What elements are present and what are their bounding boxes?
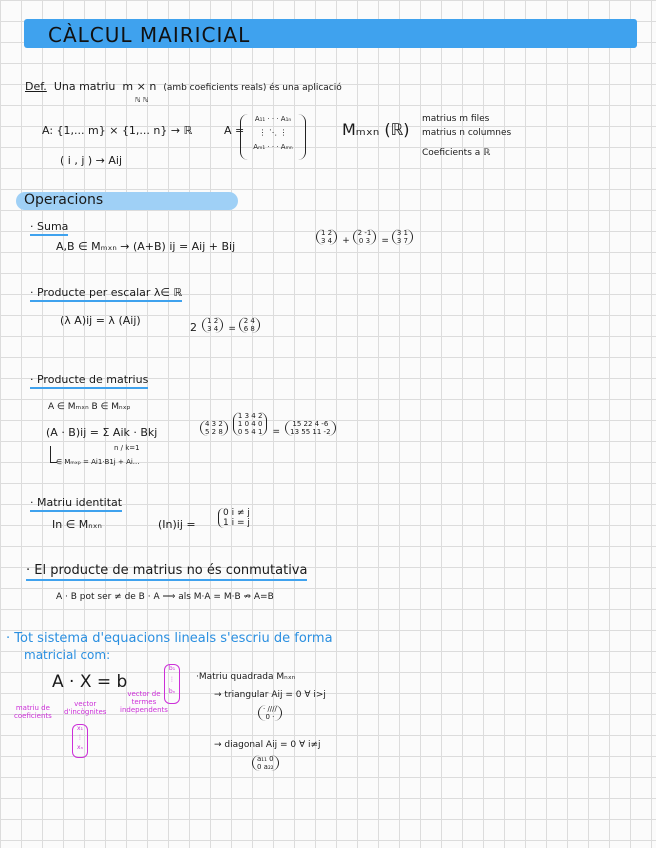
space-desc-3: Coeficients a ℝ bbox=[422, 148, 491, 158]
matrix-top-row: A₁₁ · · · A₁ₙ bbox=[254, 115, 292, 123]
triangular-matrix: · //// 0 · bbox=[258, 704, 282, 723]
matrius-arrow bbox=[50, 446, 57, 463]
definition-mxn: m × n bbox=[122, 80, 157, 93]
identitat-heading: · Matriu identitat bbox=[30, 496, 122, 509]
map-line-2: ( i , j ) → Aij bbox=[60, 154, 123, 167]
matrius-sum-limits: n / k=1 bbox=[114, 444, 140, 452]
matrius-example: 4 3 2 5 2 8 1 3 4 2 1 0 4 0 0 5 4 1 = 15 22 4 -6 13 55 11 -2 bbox=[200, 412, 336, 438]
sistema-equation: A · X = b bbox=[52, 672, 128, 692]
page-title: CÀLCUL MAIRICIAL bbox=[48, 23, 251, 47]
definition-n-symbols: ℕ ℕ bbox=[135, 96, 149, 104]
escalar-heading: · Producte per escalar λ∈ ℝ bbox=[30, 286, 182, 299]
definition-rest: (amb coeficients reals) és una aplicació bbox=[163, 83, 342, 93]
matrius-line-3: ∈ Mₘₓₚ = Ai1·B1j + Ai... bbox=[56, 458, 140, 466]
sistema-heading-2: matricial com: bbox=[24, 648, 111, 662]
conmutativa-line: A · B pot ser ≠ de B · A ⟹ als M·A = M·B ⇏ A=B bbox=[56, 592, 274, 602]
conmutativa-heading: · El producte de matrius no és conmutativa bbox=[26, 563, 307, 578]
suma-formula: A,B ∈ Mₘₓₙ → (A+B) ij = Aij + Bij bbox=[56, 240, 236, 253]
diagonal-line: → diagonal Aij = 0 ∀ i≠j bbox=[214, 740, 321, 750]
escalar-formula: (λ A)ij = λ (Aij) bbox=[60, 314, 141, 327]
escalar-example: 2 1 2 3 4 = 2 4 6 8 bbox=[190, 316, 260, 335]
matrix-general: A₁₁ · · · A₁ₙ ⋮ ⋱ ⋮ Aₘ₁ · · · Aₘₙ bbox=[240, 114, 306, 160]
title-bar bbox=[24, 19, 637, 48]
space-symbol: Mₘₓₙ (ℝ) bbox=[342, 120, 410, 139]
definition-line bbox=[25, 80, 342, 93]
triangular-line: → triangular Aij = 0 ∀ i>j bbox=[214, 690, 326, 700]
suma-example: 1 2 3 4 + 2 -1 0 3 = 3 1 3 7 bbox=[316, 228, 413, 247]
label-coeficients: matriu de coeficients bbox=[14, 704, 52, 720]
matrix-bottom-row: Aₘ₁ · · · Aₘₙ bbox=[253, 143, 293, 151]
matrius-heading: · Producte de matrius bbox=[30, 373, 148, 386]
identitat-cases: 0 i ≠ j 1 i = j bbox=[218, 508, 250, 528]
identitat-formula: (In)ij = bbox=[158, 518, 196, 531]
map-line-1: A: {1,... m} × {1,... n} → ℝ bbox=[42, 124, 193, 137]
label-termes: vector de termes independents bbox=[120, 690, 168, 714]
diagonal-matrix: a₁₁ 0 0 a₂₂ bbox=[252, 754, 279, 773]
quadrada-line: ·Matriu quadrada Mₙₓₙ bbox=[196, 672, 296, 682]
space-desc-1: matrius m files bbox=[422, 114, 490, 124]
suma-heading: · Suma bbox=[30, 220, 68, 233]
section-bar bbox=[16, 192, 238, 210]
matrius-line-2: (A · B)ij = Σ Aik · Bkj bbox=[46, 426, 158, 439]
space-desc-2: matrius n columnes bbox=[422, 128, 512, 138]
vector-b: b₁ ⋮ bₙ bbox=[164, 664, 180, 704]
definition-label: Def. bbox=[25, 80, 47, 93]
vector-x: x₁ ⋮ xₙ bbox=[72, 724, 88, 758]
label-incognites: vector d'incògnites bbox=[64, 700, 107, 716]
matrix-eq-label: A = bbox=[224, 124, 245, 137]
definition-text: Una matriu bbox=[53, 80, 116, 93]
sistema-heading-1: · Tot sistema d'equacions lineals s'escriu de forma bbox=[6, 631, 333, 646]
matrius-line-1: A ∈ Mₘₓₙ B ∈ Mₙₓₚ bbox=[48, 402, 131, 412]
section-heading: Operacions bbox=[24, 192, 104, 208]
identitat-line: In ∈ Mₙₓₙ bbox=[52, 518, 102, 531]
